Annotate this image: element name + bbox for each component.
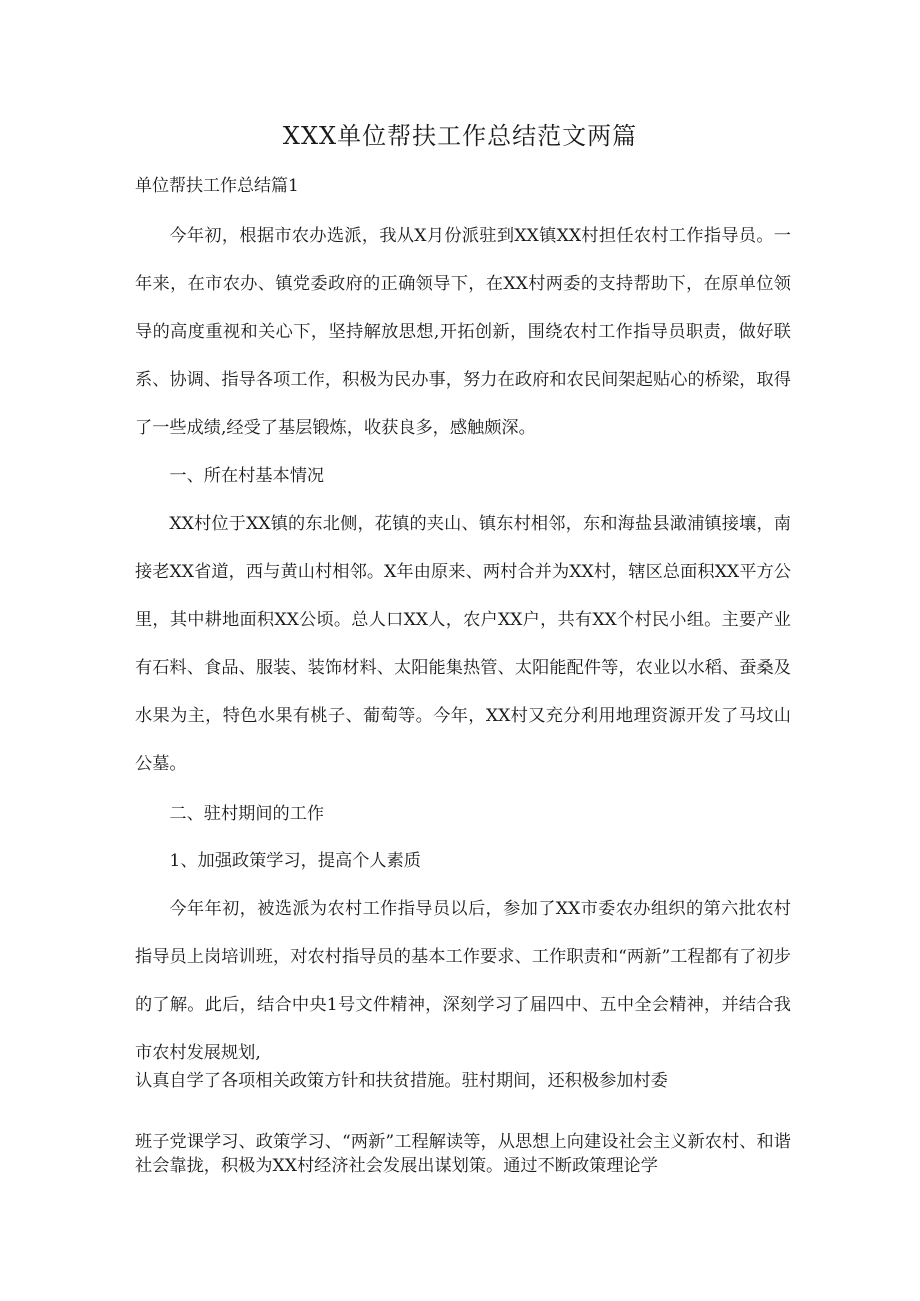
item-1-continuation-paragraph: 班子党课学习、政策学习、“两新”工程解读等，从思想上向建设社会主义新农村、和谐社会靠拢，积极为XX村经济社会发展出谋划策。通过不断政策理论学	[135, 1132, 791, 1176]
intro-paragraph: 今年初，根据市农办选派，我从X月份派驻到XX镇XX村担任农村工作指导员。一年来，在市农办、镇党委政府的正确领导下，在XX村两委的支持帮助下，在原单位领导的高度重视和关心下，坚持解放思想,开拓创新，围绕农村工作指导员职责，做好联系、协调、指导各项工作，积极为民办事，努力在政府和农民间架起贴心的桥梁，取得了一些成绩,经受了基层锻炼，收获良多，感触颇深。	[135, 226, 791, 438]
document-title: XXX单位帮扶工作总结范文两篇	[282, 122, 638, 150]
item-heading-1: 1、加强政策学习，提高个人素质	[169, 851, 421, 871]
section-1-paragraph: XX村位于XX镇的东北侧，花镇的夹山、镇东村相邻，东和海盐县澉浦镇接壤，南接老XX省道，西与黄山村相邻。X年由原来、两村合并为XX村，辖区总面积XX平方公里，其中耕地面积XX公顷。总人口XX人，农户XX户，共有XX个村民小组。主要产业有石料、食品、服装、装饰材料、太阳能集热管、太阳能配件等，农业以水稻、蚕桑及水果为主，特色水果有桃子、葡萄等。今年，XX村又充分利用地理资源开发了马坟山公墓。	[135, 514, 791, 774]
section-heading-1: 一、所在村基本情况	[169, 466, 325, 486]
item-1-paragraph: 今年年初，被选派为农村工作指导员以后，参加了XX市委农办组织的第六批农村指导员上岗培训班，对农村指导员的基本工作要求、工作职责和“两新”工程都有了初步的了解。此后，结合中央1号文件精神，深刻学习了届四中、五中全会精神，并结合我市农村发展规划,	[135, 899, 791, 1063]
item-1-continuation-line: 认真自学了各项相关政策方针和扶贫措施。驻村期间，还积极参加村委	[135, 1071, 668, 1091]
section-heading-2: 二、驻村期间的工作	[169, 804, 325, 824]
document-subtitle: 单位帮扶工作总结篇1	[135, 176, 299, 196]
